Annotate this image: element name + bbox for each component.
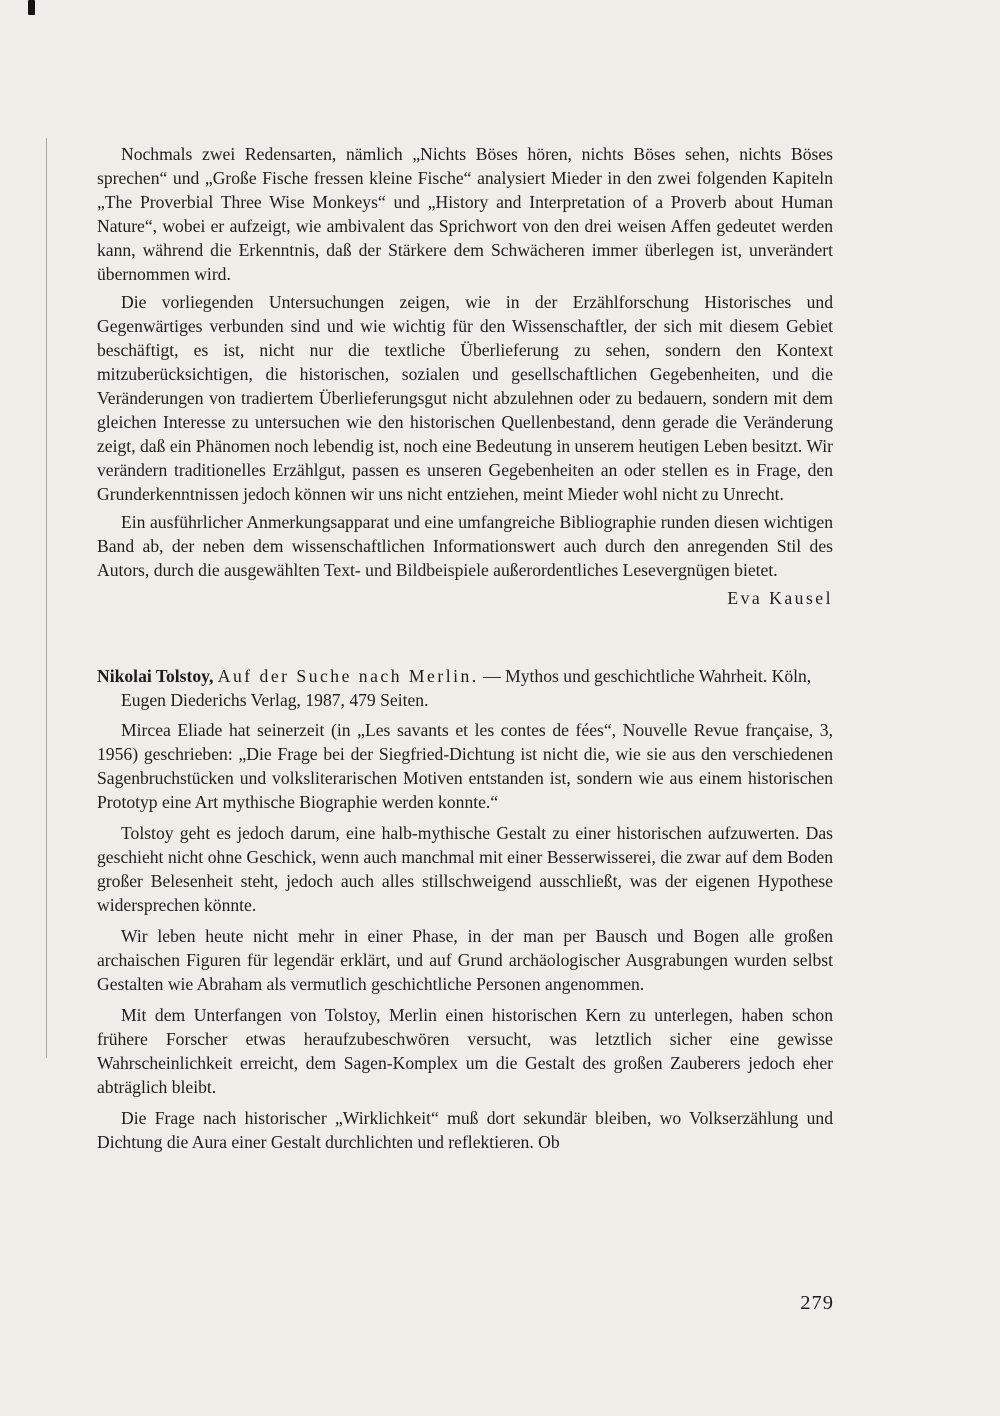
scan-artifact-mark bbox=[28, 0, 35, 15]
review-author: Nikolai Tolstoy, bbox=[97, 666, 214, 686]
review2-paragraph: Tolstoy geht es jedoch darum, eine halb-mythische Gestalt zu einer historischen aufzuwerten. Das geschieht nicht ohne Geschick, wenn auch manchmal mit einer Besserwisserei, die zwar auf dem Boden großer Belesenheit steht, jedoch auch alles stillschweigend ausschließt, was der eigenen Hypothese widersprechen könnte. bbox=[97, 823, 833, 915]
reviewer-signature: Eva Kausel bbox=[727, 588, 833, 608]
review2-paragraph: Mit dem Unterfangen von Tolstoy, Merlin einen historischen Kern zu unterlegen, haben schon frühere Forscher etwas heraufzubeschwören versucht, was letztlich sicher eine gewisse Wahrscheinlichkeit erreicht, dem Sagen-Komplex um die Gestalt des großen Zauberers jedoch eher abträglich bleibt. bbox=[97, 1005, 833, 1097]
review-book-title: Auf der Suche nach Merlin. bbox=[217, 666, 479, 686]
review1-paragraph: Nochmals zwei Redensarten, nämlich „Nichts Böses hören, nichts Böses sehen, nichts Böses sprechen“ und „Große Fische fressen kleine Fische“ analysiert Mieder in den zwei folgenden Kapiteln „The Proverbial Three Wise Monkeys“ und „History and Interpretation of a Proverb about Human Nature“, wobei er aufzeigt, wie ambivalent das Sprichwort von den drei weisen Affen gedeutet werden kann, während die Erkenntnis, daß der Stärkere dem Schwächeren immer überlegen ist, unverändert übernommen wird. bbox=[97, 144, 833, 284]
review2-paragraph: Mircea Eliade hat seinerzeit (in „Les savants et les contes de fées“, Nouvelle Revue française, 3, 1956) geschrieben: „Die Frage bei der Siegfried-Dichtung ist nicht die, wie sie aus den verschiedenen Sagenbruchstücken und volksliterarischen Motiven entstanden ist, sondern wie aus einem historischen Prototyp eine Art mythische Biographie werden konnte.“ bbox=[97, 720, 833, 812]
review1-paragraph: Die vorliegenden Untersuchungen zeigen, wie in der Erzählforschung Historisches und Gegenwärtiges verbunden sind und wie wichtig für den Wissenschaftler, der sich mit diesem Gebiet beschäftigt, es ist, nicht nur die textliche Überlieferung zu sehen, sondern den Kontext mitzuberücksichtigen, die historischen, sozialen und gesellschaftlichen Gegebenheiten, und die Veränderungen von tradiertem Überlieferungsgut nicht abzulehnen oder zu bedauern, sondern mit dem gleichen Interesse zu untersuchen wie den historischen Quellenbestand, denn gerade die Veränderung zeigt, daß ein Phänomen noch lebendig ist, noch eine Bedeutung in unserem heutigen Leben besitzt. Wir verändern traditionelles Erzählgut, passen es unseren Gegebenheiten an oder stellen es in Frage, den Grunderkenntnissen jedoch können wir uns nicht entziehen, meint Mieder wohl nicht zu Unrecht. bbox=[97, 292, 833, 504]
text-block bbox=[97, 142, 833, 1161]
scan-artifact-line bbox=[46, 138, 47, 1058]
review-heading bbox=[97, 664, 833, 712]
review2-paragraph: Die Frage nach historischer „Wirklichkeit“ muß dort sekundär bleiben, wo Volkserzählung und Dichtung die Aura einer Gestalt durchlichten und reflektieren. Ob bbox=[97, 1108, 833, 1152]
review-book-subtitle: — Mythos und geschichtliche Wahrheit. Köln, Eugen Diederichs Verlag, 1987, 479 Seiten. bbox=[121, 666, 812, 710]
review1-paragraph: Ein ausführlicher Anmerkungsapparat und eine umfangreiche Bibliographie runden diesen wichtigen Band ab, der neben dem wissenschaftlichen Informationswert auch durch den anregenden Stil des Autors, durch die ausgewählten Text- und Bildbeispiele außerordentliches Lesevergnügen bietet. bbox=[97, 512, 833, 580]
review2-paragraph: Wir leben heute nicht mehr in einer Phase, in der man per Bausch und Bogen alle großen archaischen Figuren für legendär erklärt, und auf Grund archäologischer Ausgrabungen wurden selbst Gestalten wie Abraham als vermutlich geschichtliche Personen angenommen. bbox=[97, 926, 833, 994]
page-number: 279 bbox=[800, 1292, 834, 1314]
